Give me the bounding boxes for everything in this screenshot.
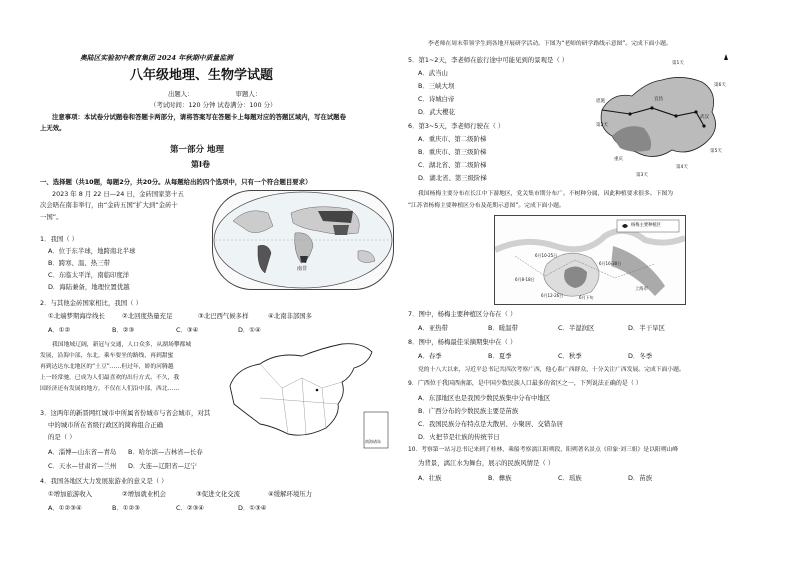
q4-opt-b: B．①②③	[112, 504, 140, 512]
q4-opt-c: C．②③④	[176, 504, 205, 512]
q6-opt-c: C．湖北省、第二级阶梯	[418, 161, 487, 169]
q3-stem-2: 中的城市所在省级行政区的简称组合正确	[48, 421, 164, 429]
q3-stem-1: 3．这两年的新晋网红城市中所属省份城市与省会城市，对其	[40, 409, 211, 417]
right-intro: 李老师在周末带领学生到各地开展研学活动。下图为“老师的研学路线示意图”。完成下面小题。	[428, 41, 672, 47]
q8-stem: 8．图中，杨梅最佳采摘期集中在（ ）	[408, 338, 517, 346]
q5-stem: 5．第1~2天，李老师在旅行途中可能见到的景观是（ ）	[408, 56, 569, 64]
route-map-figure	[592, 52, 746, 188]
q1-opt-a: A．位于东半球，地跨南北半球	[48, 247, 136, 255]
route-label-enshi: 恩施	[596, 99, 605, 104]
label-bloom-2: 6月16-30日	[599, 261, 622, 266]
route-label-day1: 第1天	[672, 61, 684, 66]
q4-stem: 4．我国各地区大力发展旅游业的意义是（ ）	[40, 477, 168, 485]
q1-opt-b: B．跨寒、温、热三带	[48, 259, 110, 267]
q2-item-1: ①北端梦期海岸线长	[48, 312, 105, 320]
map-label-south-africa: 南非	[297, 266, 308, 272]
q5-opt-b: B．三峡大坝	[418, 82, 455, 90]
intro-1c: 一国”。	[40, 213, 63, 221]
route-label-day6: 第6天	[714, 83, 726, 88]
route-label-wuhan: 武汉	[700, 115, 709, 120]
q4-opt-d: D．①③④	[238, 504, 267, 512]
q7-stem: 7．图中，杨梅主要种植区分布在（ ）	[408, 310, 517, 318]
q9-opt-d: D．火把节是壮族的传统节日	[418, 433, 500, 441]
q10-opt-b: B．彝族	[488, 474, 512, 482]
label-bloom-4: 6月12-26日	[541, 293, 564, 298]
label-shanghai: 上海市	[635, 287, 648, 292]
q7-opt-c: C．半湿润区	[558, 324, 595, 332]
notice-line-1: 注意事项：本试卷分试题卷和答题卡两部分，请将答案写在答题卡上每题对应的答题区域内，写在试题卷	[52, 113, 346, 121]
china-map-svg	[222, 338, 390, 450]
china-shape	[333, 225, 349, 235]
q7-opt-d: D．半干旱区	[628, 324, 665, 332]
q2-item-3: ③北巴西气候多样	[198, 312, 249, 320]
q4-opt-a: A．①②③④	[48, 504, 82, 512]
route-label-day3: 第3天	[636, 173, 648, 178]
q5-opt-d: D．武大樱花	[418, 108, 455, 116]
q5-opt-a: A．武当山	[418, 69, 448, 77]
q2-item-4: ④北南非部国多	[268, 312, 313, 320]
intro-2c: 再到达达东北地区的“土豆”……但过年，娇的河腾越	[40, 364, 174, 370]
q1-opt-d: D．海陆兼备，地理位置优越	[48, 283, 130, 291]
route-label-day2: 第2天	[596, 123, 608, 128]
intro-1b: 次会晤在南非举行，由“金砖五国”扩大到“金砖十	[40, 201, 178, 209]
q5-opt-c: C．诗城白帝	[418, 95, 455, 103]
intro-2d: 上一经常驰，已成为人们最喜欢的出行方式。不久，我	[40, 375, 180, 381]
bayberry-map-figure	[494, 215, 686, 305]
q3-opt-c: C．天水—甘肃省—兰州	[48, 462, 117, 470]
route-label-chongqing: 重庆	[614, 157, 623, 162]
china-inset-label: 南海诸岛	[365, 439, 381, 444]
route-label-yichang: 宜昌	[654, 97, 663, 102]
world-map-svg	[213, 191, 393, 289]
q10-opt-c: C．瑶族	[558, 474, 582, 482]
intro-3b: “江苏省杨梅主要种植区分布及花期示意图”。完成下面小题。	[408, 203, 565, 209]
q4-item-1: ①增加旅游收入	[48, 490, 93, 498]
route-label-day5: 第5天	[710, 149, 722, 154]
exam-info: （考试时间：120 分钟 试卷满分：100 分）	[150, 101, 277, 109]
intro-4: 党的十八大以来，习近平总书记共四次考察广西，他心系广西群众，十分关注广西发展。完成下面小题。	[418, 367, 685, 373]
intro-2b: 发展，沿海中部，东北，乘车要坐的路线，再到甜蜜	[40, 353, 174, 359]
q4-item-3: ③促进文化交流	[196, 490, 241, 498]
q9-opt-a: A．东部地区也是我国少数民族集中分布中地区	[418, 394, 551, 402]
q3-stem-3: 的是（ ）	[48, 433, 76, 441]
q3-opt-d: D．大连—辽阳省—辽宁	[128, 462, 197, 470]
q2-opt-a: A．①②	[48, 326, 71, 334]
q3-opt-b: B．哈尔滨—吉林省—长春	[128, 448, 203, 456]
q10-stem-2: 为背景，漓江水为舞台，展示的民族风情是（ ）	[418, 459, 555, 467]
q10-opt-a: A．壮族	[418, 474, 442, 482]
intro-1a: 2023 年 8 月 22 日—24 日，金砖国家第十五	[52, 190, 184, 198]
north-arrow	[724, 54, 728, 60]
label-bloom-1: 6月10-25日	[535, 253, 558, 258]
q3-opt-a: A．淄博—山东省—青岛	[48, 448, 117, 456]
q1-stem: 1．我国（ ）	[40, 235, 79, 243]
q7-opt-a: A．亚热带	[418, 324, 448, 332]
q2-opt-b: B．②③	[112, 326, 135, 334]
q2-stem: 2．与其他金砖国家相比，我国（ ）	[40, 299, 142, 307]
q2-opt-d: D．①④	[238, 326, 261, 334]
label-bloom-5: 6月下旬	[579, 295, 594, 300]
q6-opt-d: D．湖北省、第三级阶梯	[418, 174, 487, 182]
route-label-day4: 第4天	[676, 165, 688, 170]
volume-heading: 第Ⅰ卷	[191, 160, 210, 169]
world-map-figure	[212, 190, 394, 290]
q8-opt-d: D．冬季	[628, 352, 653, 360]
section-heading: 一、选择题（共10题，每题2分，共20分。从每题给出的四个选项中，只有一个符合题目要求）	[40, 178, 312, 186]
intro-3a: 我国杨梅主要分布在长江中下游地区，党关集市期分布广。不树种分属，因此种植要求很多。下图为	[418, 191, 674, 197]
q2-item-2: ②北回度热量充足	[122, 312, 173, 320]
intro-2e: 国经济还有发展的地方，不仅在人们沿中部，西北……	[40, 386, 180, 392]
q6-stem: 6．第3~5天，李老师行驶在（ ）	[408, 122, 505, 130]
page-title: 八年级地理、生物学试题	[130, 68, 274, 83]
q1-opt-c: C．东临太平洋，南临印度洋	[48, 271, 130, 279]
part-heading: 第一部分 地理	[170, 145, 224, 155]
q9-opt-b: B．广西分布的少数民族主要是苗族	[418, 407, 519, 415]
route-map-svg	[592, 52, 746, 188]
q9-stem: 9．广西位于我国西南部，是中国少数民族人口最多的省区之一，下列说法正确的是（ ）	[408, 380, 642, 387]
q8-opt-b: B．夏季	[488, 352, 512, 360]
q10-opt-d: D．苗族	[628, 474, 653, 482]
q10-stem-1: 10．考察第一站习总书记来到了桂林，乘船考察漓江阳朔段，阳朔著名景点《印象·刘三姐》是以阳朔山峰	[408, 447, 679, 453]
q7-opt-b: B．暖温带	[488, 324, 518, 332]
q4-item-4: ④缓解环境压力	[268, 490, 313, 498]
china-map-figure	[222, 338, 390, 450]
notice-line-2: 上无效。	[40, 124, 66, 132]
setter-label: 出题人：	[168, 90, 194, 98]
intro-2a: 我国地域辽阔，新冠与交通，人口众多，从湖场攀都城	[52, 342, 192, 348]
reviewer-label: 审题人：	[235, 90, 262, 98]
q6-opt-b: B．重庆市、第三级阶梯	[418, 148, 487, 156]
label-bloom-3: 6月8-18日	[515, 277, 535, 282]
q4-item-2: ②增加就业机会	[122, 490, 167, 498]
author-line	[168, 90, 261, 98]
q8-opt-c: C．秋季	[558, 352, 582, 360]
q8-opt-a: A．春季	[418, 352, 442, 360]
q9-opt-c: C．我国民族分布特点是大散居、小聚居、交错杂居	[418, 420, 564, 428]
school-header: 奥陆区实验初中教育集团 2024 年秋期中质量监测	[80, 54, 233, 62]
q2-opt-c: C．③④	[176, 326, 199, 334]
q6-opt-a: A．重庆市、第二级阶梯	[418, 135, 487, 143]
legend-label: 杨梅主要种植区	[631, 223, 662, 228]
